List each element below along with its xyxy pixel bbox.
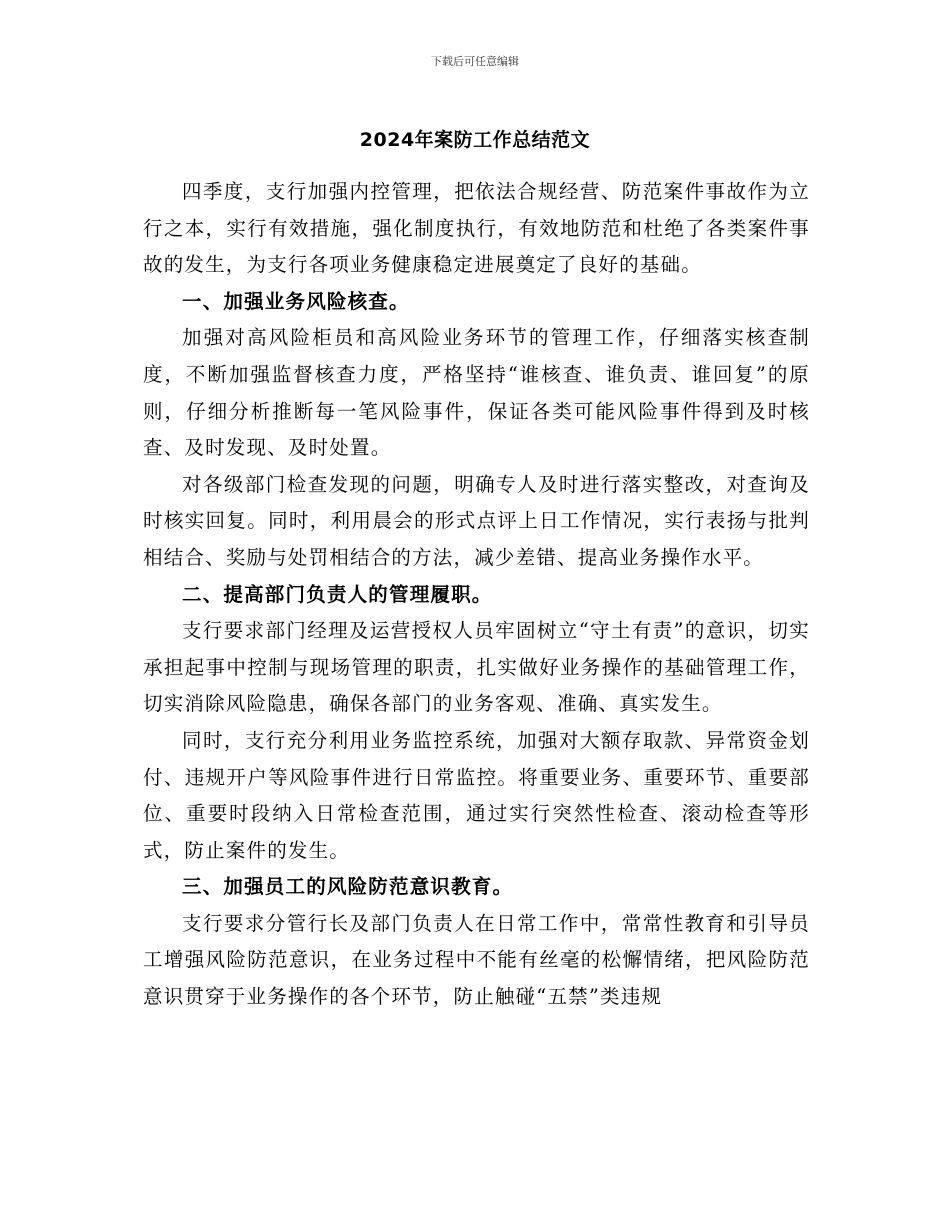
document-body: [143, 174, 810, 1016]
paragraph-3-1: 支行要求分管行长及部门负责人在日常工作中，常常性教育和引导员工增强风险防范意识，在业务过程中不能有丝毫的松懈情绪，把风险防范意识贯穿于业务操作的各个环节，防止触碰“五禁”类违规: [143, 911, 810, 1009]
section-heading-2: 二、提高部门负责人的管理履职。: [182, 582, 493, 606]
paragraph-2-2: 同时，支行充分利用业务监控系统，加强对大额存取款、异常资金划付、违规开户等风险事件进行日常监控。将重要业务、重要环节、重要部位、重要时段纳入日常检查范围，通过实行突然性检查、滚动检查等形式，防止案件的发生。: [143, 728, 810, 862]
section-heading-1: 一、加强业务风险核查。: [182, 289, 410, 313]
paragraph-intro: 四季度，支行加强内控管理，把依法合规经营、防范案件事故作为立行之本，实行有效措施，强化制度执行，有效地防范和杜绝了各类案件事故的发生，为支行各项业务健康稳定进展奠定了良好的基础。: [143, 180, 810, 277]
paragraph-1-2: 对各级部门检查发现的问题，明确专人及时进行落实整改，对查询及时核实回复。同时，利用晨会的形式点评上日工作情况，实行表扬与批判相结合、奖励与处罚相结合的方法，减少差错、提高业务操作水平。: [143, 472, 810, 569]
section-heading-3: 三、加强员工的风险防范意识教育。: [182, 875, 514, 899]
document-title: 2024年案防工作总结范文: [359, 129, 591, 151]
page-header-note: 下载后可任意编辑: [431, 55, 519, 68]
paragraph-1-1: 加强对高风险柜员和高风险业务环节的管理工作，仔细落实核查制度，不断加强监督核查力度，严格坚持“谁核查、谁负责、谁回复”的原则，仔细分析推断每一笔风险事件，保证各类可能风险事件得到及时核查、及时发现、及时处置。: [143, 326, 810, 460]
paragraph-2-1: 支行要求部门经理及运营授权人员牢固树立“守土有责”的意识，切实承担起事中控制与现场管理的职责，扎实做好业务操作的基础管理工作，切实消除风险隐患，确保各部门的业务客观、准确、真实发生。: [143, 619, 810, 716]
